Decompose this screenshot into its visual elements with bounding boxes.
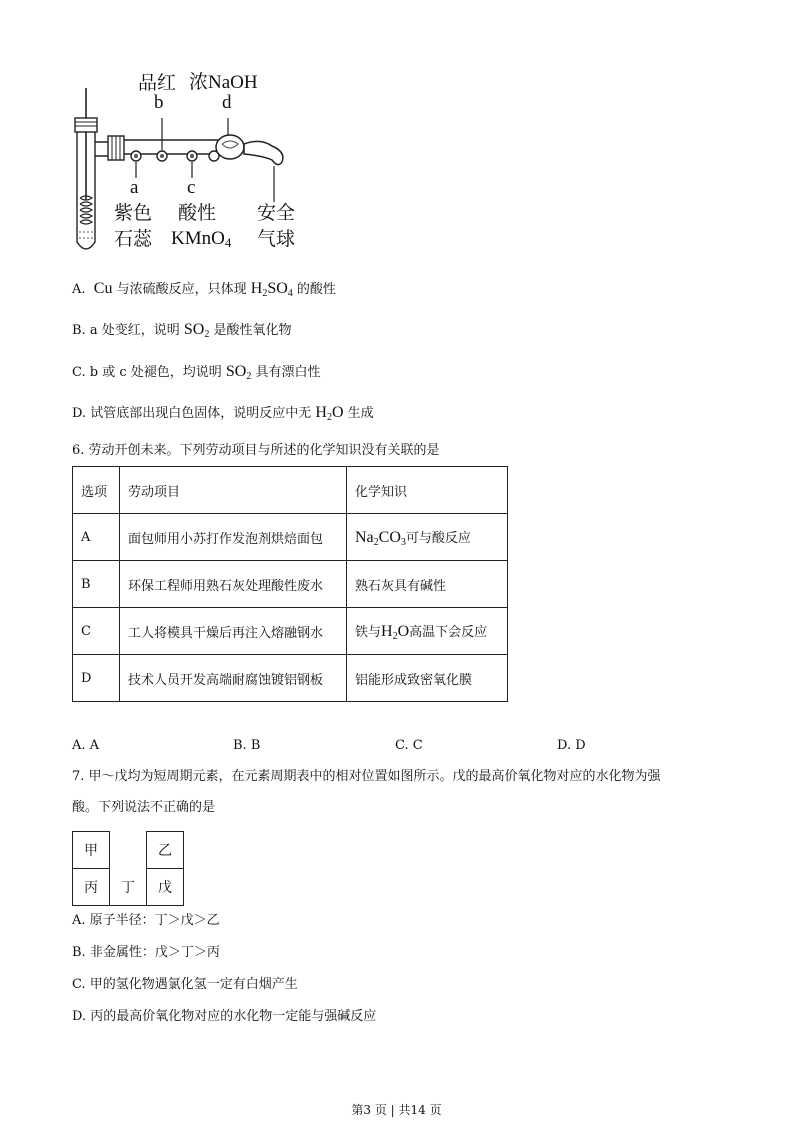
table-header-row [73,467,508,514]
q7-stem-line2: 酸。下列说法不正确的是 [72,800,216,815]
table-row [73,514,508,561]
row-project: 技术人员开发高端耐腐蚀镀铝钢板 [120,655,347,702]
row-project: 面包师用小苏打作发泡剂烘焙面包 [120,514,347,561]
row-knowledge: 熟石灰具有碱性 [347,561,508,608]
table-row [73,655,508,702]
label-suanxing: 酸性 [178,202,217,224]
periodic-grid [72,831,184,906]
q6-answer-d[interactable]: D. D [557,738,586,753]
table-row [73,561,508,608]
table-row [73,608,508,655]
row-project: 工人将模具干燥后再注入熔融钢水 [120,608,347,655]
grid-cell-jia: 甲 [73,832,110,869]
q5-option-a[interactable]: A. Cu 与浓硫酸反应，只体现 $H_2SO_4$ 的酸性 [72,280,336,299]
letter-b: b [154,92,164,113]
letter-a: a [130,177,139,198]
row-knowledge: 铁与$H_2O$高温下会反应 [347,608,508,655]
q7-option-d[interactable]: D. 丙的最高价氧化物对应的水化物一定能与强碱反应 [72,1009,377,1024]
header-option: 选项 [73,467,120,514]
q7-option-b[interactable]: B. 非金属性：戊＞丁＞丙 [72,945,220,960]
stopper [75,118,97,132]
q5-option-c[interactable]: C. b 或 c 处褪色，均说明 $SO_2$ 具有漂白性 [72,363,321,382]
row-option: B [73,561,120,608]
q6-answer-c[interactable]: C. C [395,738,423,753]
q6-table [72,466,508,702]
q5-option-b[interactable]: B. a 处变红，说明 $SO_2$ 是酸性氧化物 [72,321,292,340]
grid-cell-wu: 戊 [147,869,184,906]
q6-answer-a[interactable]: A. A [72,738,100,753]
label-naoh: 浓NaOH [189,72,258,93]
header-project: 劳动项目 [120,467,347,514]
letter-c: c [187,177,196,198]
row-knowledge: $Na_2CO_3$可与酸反应 [347,514,508,561]
label-zise: 紫色 [114,202,153,224]
q7-stem-line1: 7. 甲～戊均为短周期元素，在元素周期表中的相对位置如图所示。戊的最高价氧化物对应的水化物为强 [72,769,661,784]
label-qiqiu: 气球 [257,228,296,250]
label-pinhong: 品红 [138,72,177,94]
q7-option-a[interactable]: A. 原子半径：丁＞戊＞乙 [72,913,220,928]
label-shirui: 石蕊 [114,228,153,250]
grid-cell-ding: 丁 [110,869,147,906]
q7-option-c[interactable]: C. 甲的氢化物遇氯化氢一定有白烟产生 [72,977,298,992]
copper-coil [80,196,92,224]
row-option: C [73,608,120,655]
label-kmno4: KMnO$_4$ [171,228,232,250]
grid-cell-yi: 乙 [147,832,184,869]
page-footer: 第3 页 | 共14 页 [351,1103,442,1117]
bulb-d [216,135,244,159]
row-option: A [73,514,120,561]
safety-balloon [244,141,283,164]
q6-answer-b[interactable]: B. B [233,738,261,753]
grid-cell-empty [110,832,147,869]
letter-d: d [222,92,232,113]
header-knowledge: 化学知识 [347,467,508,514]
row-option: D [73,655,120,702]
q6-stem: 6. 劳动开创未来。下列劳动项目与所述的化学知识没有关联的是 [72,443,440,458]
row-project: 环保工程师用熟石灰处理酸性废水 [120,561,347,608]
q5-option-d[interactable]: D. 试管底部出现白色固体，说明反应中无 $H_2O$ 生成 [72,404,374,423]
label-anquan: 安全 [257,202,296,224]
grid-cell-bing: 丙 [73,869,110,906]
row-knowledge: 铝能形成致密氧化膜 [347,655,508,702]
